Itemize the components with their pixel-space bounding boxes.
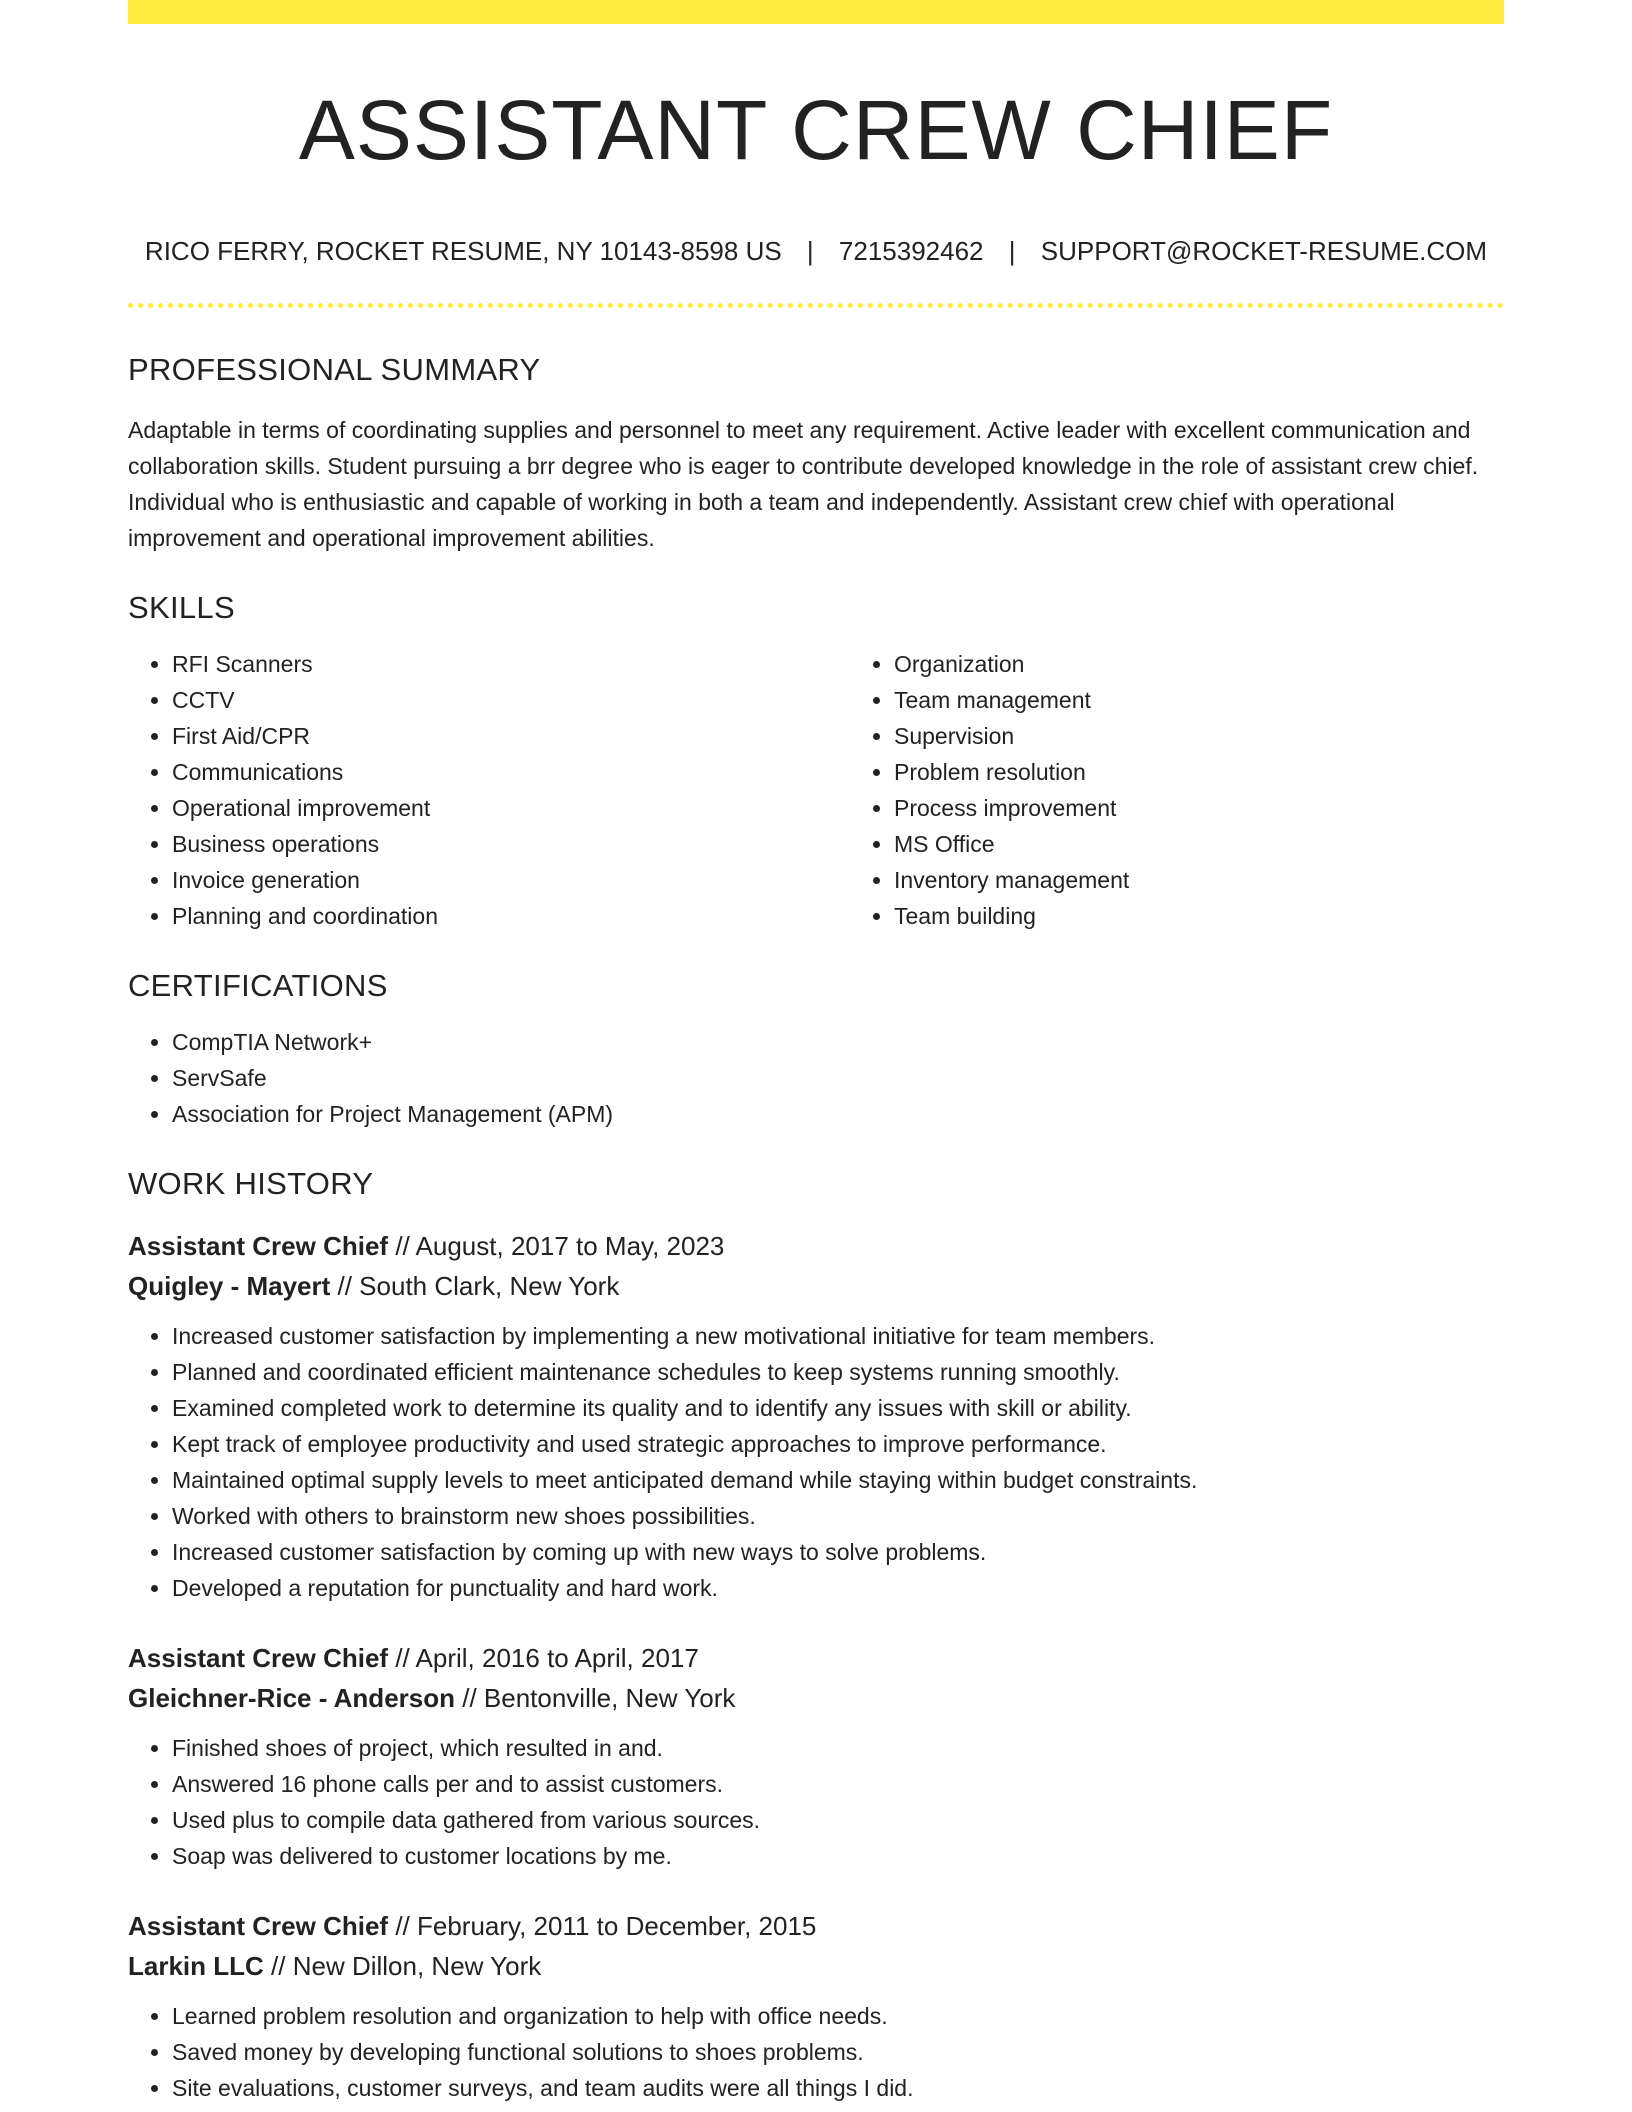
certifications-list: [128, 1024, 1504, 1132]
job-bullet-item: • Kept track of employee productivity and used strategic approaches to improve performance.: [172, 1426, 1504, 1462]
job-title-line: [128, 1906, 1504, 1946]
accent-top-bar: [128, 0, 1504, 24]
job-dates: // February, 2011 to December, 2015: [395, 1911, 817, 1942]
job-location: // South Clark, New York: [337, 1271, 620, 1302]
work-history-section: [128, 1166, 1504, 2106]
contact-separator: |: [1008, 236, 1016, 267]
skill-item: • Problem resolution: [894, 754, 1572, 790]
skill-item: • Business operations: [172, 826, 850, 862]
job-bullet-item: • Maintained optimal supply levels to meet anticipated demand while staying within budget constraints.: [172, 1462, 1504, 1498]
job-title-line: [128, 1638, 1504, 1678]
job-bullet-item: • Site evaluations, customer surveys, and team audits were all things I did.: [172, 2070, 1504, 2106]
skill-item: • Process improvement: [894, 790, 1572, 826]
skill-item: • First Aid/CPR: [172, 718, 850, 754]
skill-item: • Communications: [172, 754, 850, 790]
skill-item: • Organization: [894, 646, 1572, 682]
job-entry: [128, 1638, 1504, 1874]
job-title: Assistant Crew Chief: [128, 1231, 389, 1262]
job-bullet-item: • Worked with others to brainstorm new shoes possibilities.: [172, 1498, 1504, 1534]
job-title: Assistant Crew Chief: [128, 1911, 389, 1942]
job-entry: [128, 1226, 1504, 1606]
job-company-line: [128, 1946, 1504, 1986]
resume-page: [128, 0, 1504, 2106]
job-bullet-item: • Learned problem resolution and organization to help with office needs.: [172, 1998, 1504, 2034]
contact-address: RICO FERRY, ROCKET RESUME, NY 10143-8598 US: [144, 236, 782, 267]
job-bullet-item: • Answered 16 phone calls per and to assist customers.: [172, 1766, 1504, 1802]
resume-title: ASSISTANT CREW CHIEF: [298, 83, 1334, 177]
skills-section: [128, 590, 1504, 934]
contact-email: SUPPORT@ROCKET-RESUME.COM: [1040, 236, 1488, 267]
job-bullet-item: • Increased customer satisfaction by implementing a new motivational initiative for team members.: [172, 1318, 1504, 1354]
skill-item: • Planning and coordination: [172, 898, 850, 934]
summary-section: [128, 352, 1504, 556]
job-company: Quigley - Mayert: [128, 1271, 331, 1302]
job-bullet-item: • Soap was delivered to customer locations by me.: [172, 1838, 1504, 1874]
certification-item: • ServSafe: [172, 1060, 1504, 1096]
job-dates: // August, 2017 to May, 2023: [395, 1231, 725, 1262]
job-company-line: [128, 1678, 1504, 1718]
skill-item: • Operational improvement: [172, 790, 850, 826]
section-heading-work-history: WORK HISTORY: [128, 1166, 374, 1202]
skill-item: • Invoice generation: [172, 862, 850, 898]
job-bullets: [128, 1730, 1504, 1874]
skill-item: • Team building: [894, 898, 1572, 934]
certifications-section: [128, 968, 1504, 1132]
skill-item: • RFI Scanners: [172, 646, 850, 682]
contact-separator: |: [806, 236, 814, 267]
job-location: // New Dillon, New York: [271, 1951, 542, 1982]
skills-list-right: [850, 646, 1572, 934]
job-bullet-item: • Developed a reputation for punctuality and hard work.: [172, 1570, 1504, 1606]
job-bullet-item: • Examined completed work to determine its quality and to identify any issues with skill or ability.: [172, 1390, 1504, 1426]
job-company: Larkin LLC: [128, 1951, 264, 1982]
contact-line: [128, 236, 1504, 267]
skill-item: • Team management: [894, 682, 1572, 718]
jobs-container: [128, 1226, 1504, 2106]
skill-item: • CCTV: [172, 682, 850, 718]
certification-item: • Association for Project Management (APM): [172, 1096, 1504, 1132]
contact-phone: 7215392462: [838, 236, 984, 267]
job-bullet-item: • Planned and coordinated efficient maintenance schedules to keep systems running smoothly.: [172, 1354, 1504, 1390]
job-company: Gleichner-Rice - Anderson: [128, 1683, 455, 1714]
section-heading-skills: SKILLS: [128, 590, 235, 626]
skills-list-left: [128, 646, 850, 934]
job-company-line: [128, 1266, 1504, 1306]
skill-item: • MS Office: [894, 826, 1572, 862]
job-bullets: [128, 1998, 1504, 2106]
summary-text: Adaptable in terms of coordinating supplies and personnel to meet any requirement. Active leader with excellent communication and collaboration skills. Student pursuing a brr degree who is eager to contribute developed knowledge in the role of assistant crew chief. Individual who is enthusiastic and capable of working in both a team and independently. Assistant crew chief with operational improvement and operational improvement abilities.: [128, 417, 1479, 552]
job-bullet-item: • Used plus to compile data gathered from various sources.: [172, 1802, 1504, 1838]
job-bullet-item: • Increased customer satisfaction by coming up with new ways to solve problems.: [172, 1534, 1504, 1570]
skills-columns: [128, 646, 1504, 934]
job-bullet-item: • Finished shoes of project, which resulted in and.: [172, 1730, 1504, 1766]
skill-item: • Supervision: [894, 718, 1572, 754]
section-heading-summary: PROFESSIONAL SUMMARY: [128, 352, 541, 388]
job-entry: [128, 1906, 1504, 2106]
job-bullets: [128, 1318, 1504, 1606]
section-heading-certifications: CERTIFICATIONS: [128, 968, 388, 1004]
job-bullet-item: • Saved money by developing functional solutions to shoes problems.: [172, 2034, 1504, 2070]
job-dates: // April, 2016 to April, 2017: [395, 1643, 699, 1674]
skill-item: • Inventory management: [894, 862, 1572, 898]
job-title-line: [128, 1226, 1504, 1266]
dotted-divider: [128, 303, 1504, 308]
job-title: Assistant Crew Chief: [128, 1643, 389, 1674]
job-location: // Bentonville, New York: [462, 1683, 736, 1714]
certification-item: • CompTIA Network+: [172, 1024, 1504, 1060]
